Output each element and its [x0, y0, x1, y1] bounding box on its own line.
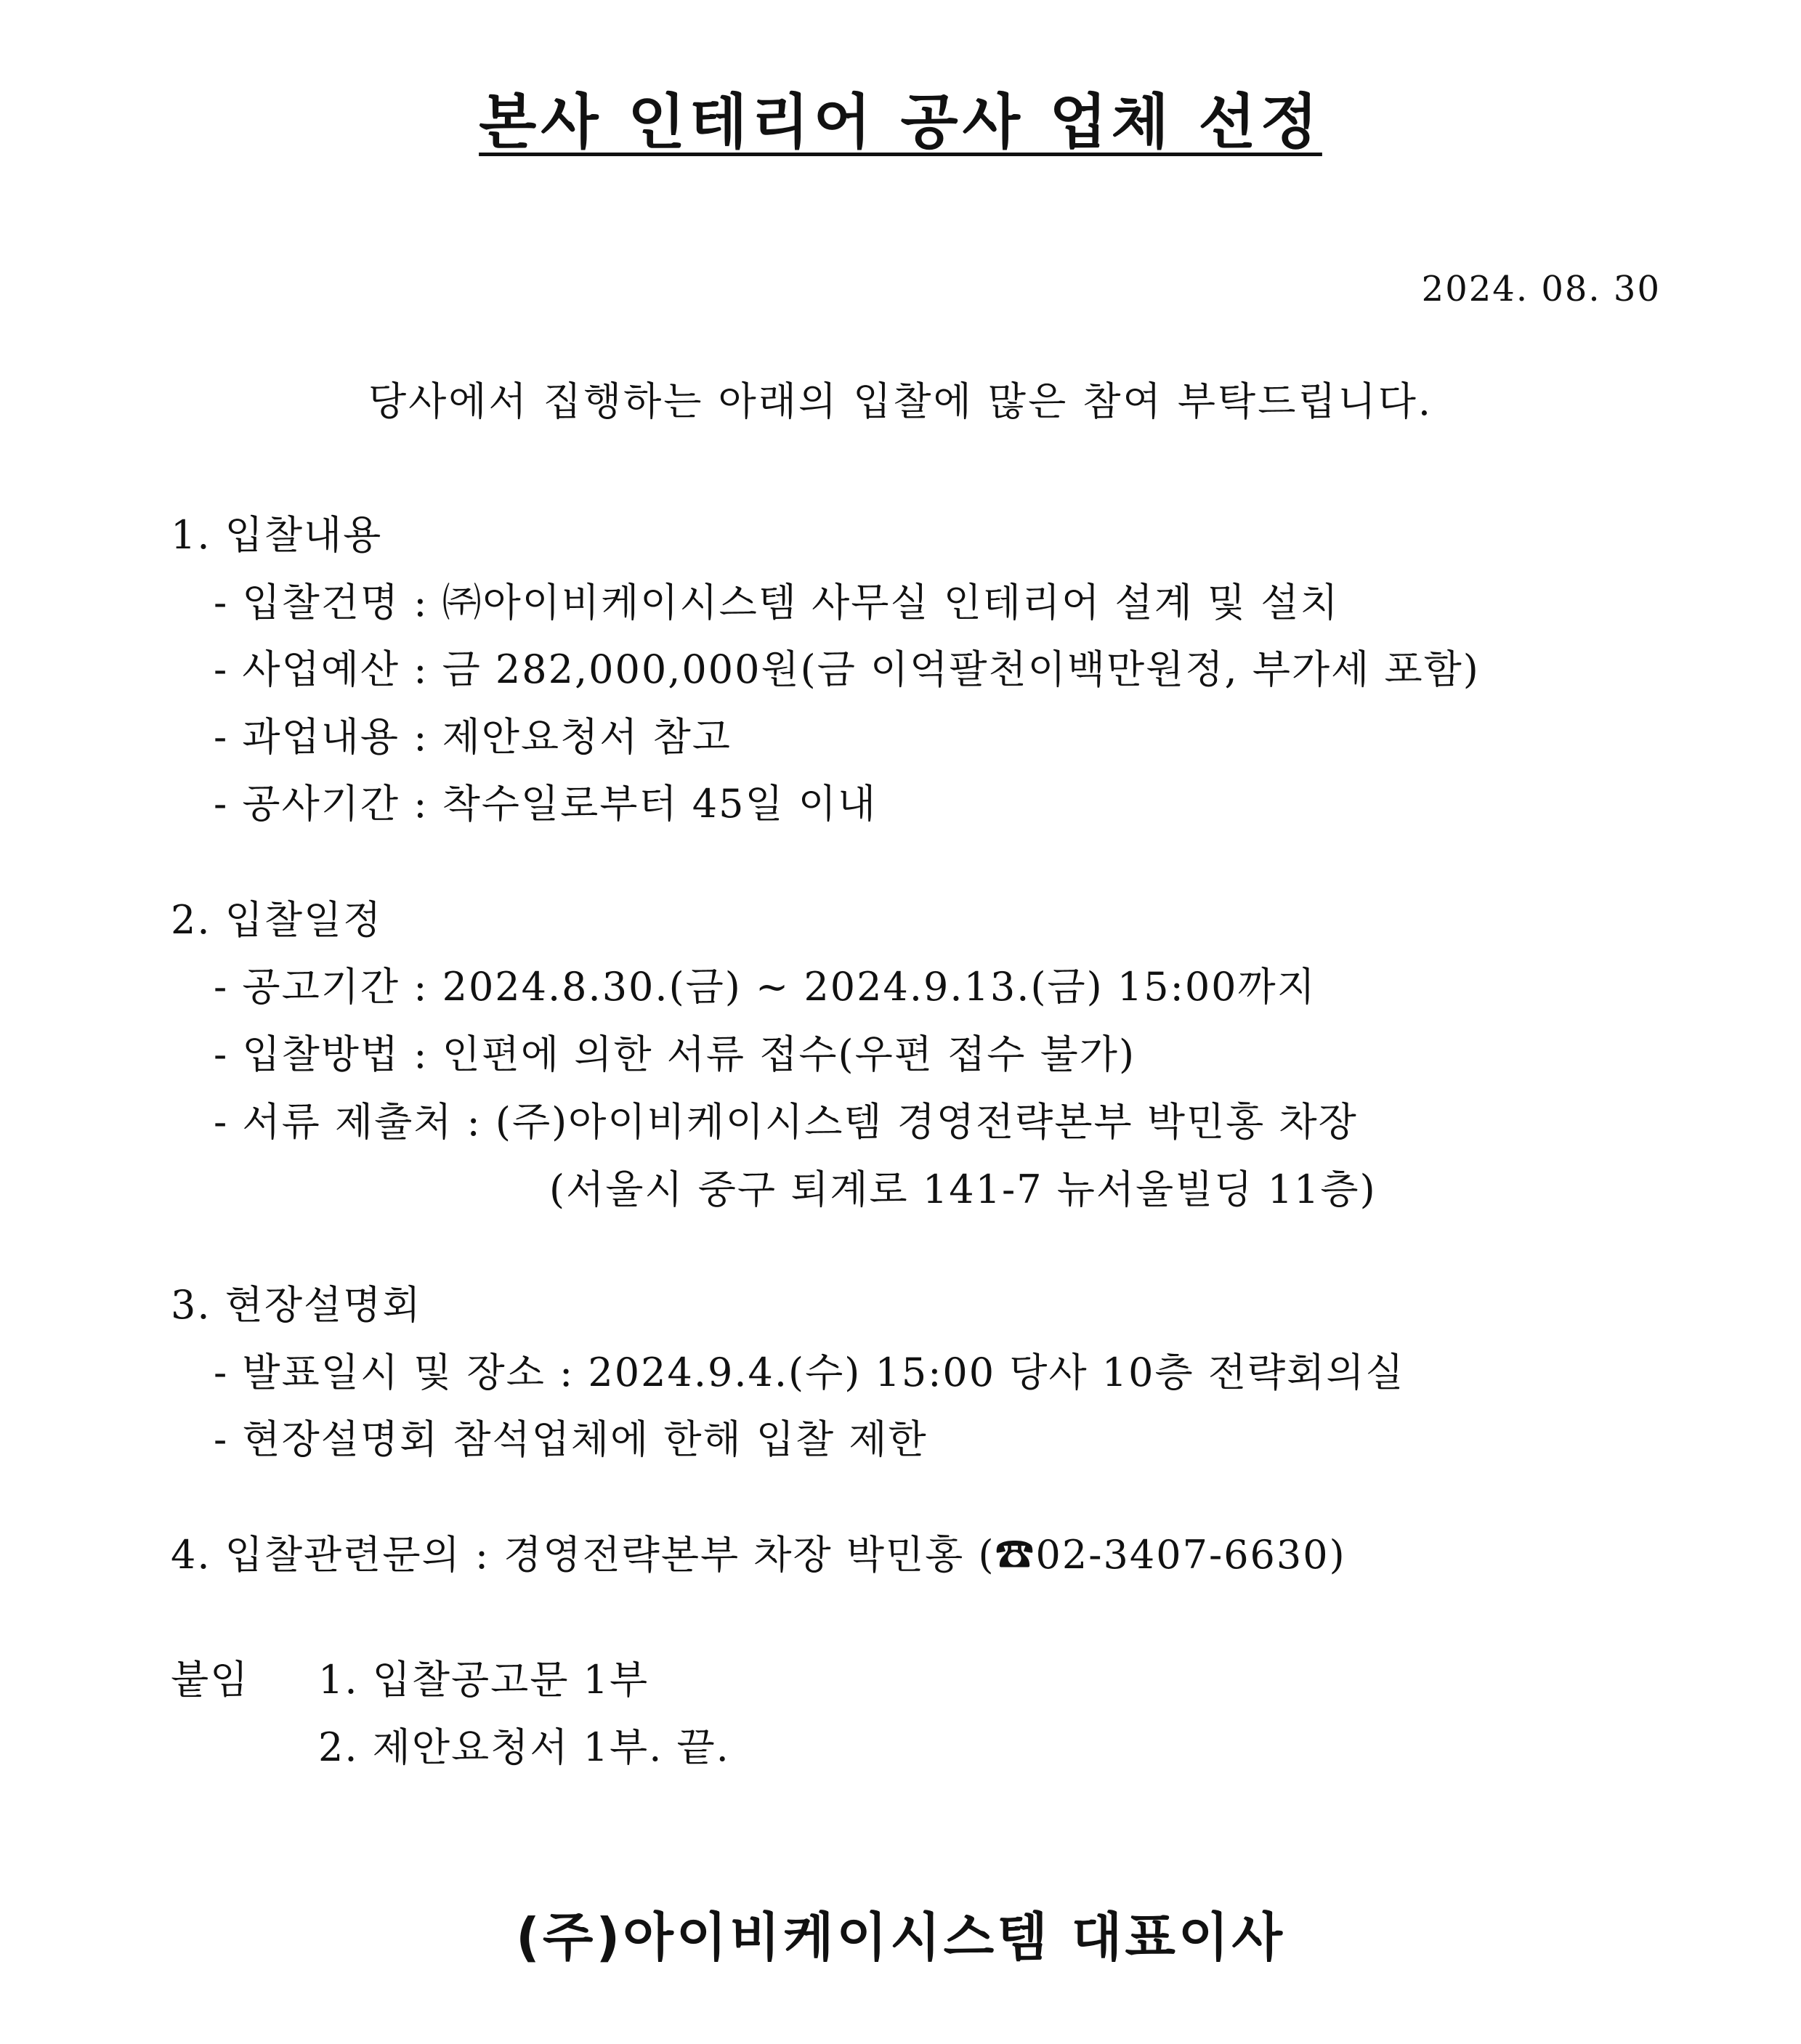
- list-item-bid-name: - 입찰건명 : ㈜아이비케이시스템 사무실 인테리어 설계 및 설치: [214, 580, 1340, 625]
- list-item-briefing-time-place: - 발표일시 및 장소 : 2024.9.4.(수) 15:00 당사 10층 전략회의실: [214, 1350, 1405, 1395]
- intro-text: 당사에서 집행하는 아래의 입찰에 많은 참여 부탁드립니다.: [368, 378, 1433, 424]
- list-item-period: - 공사기간 : 착수일로부터 45일 이내: [214, 781, 878, 827]
- section-heading-inquiry: 4. 입찰관련문의 : 경영전략본부 차장 박민홍 (☎02-3407-6630): [171, 1532, 1346, 1578]
- list-item-bid-method: - 입찰방법 : 인편에 의한 서류 접수(우편 접수 불가): [214, 1031, 1136, 1077]
- document-title: [0, 86, 1801, 158]
- section-heading-site-briefing: 3. 현장설명회: [171, 1282, 422, 1328]
- list-item-notice-period: - 공고기간 : 2024.8.30.(금) ~ 2024.9.13.(금) 15:00까지: [214, 964, 1316, 1010]
- section-heading-schedule: 2. 입찰일정: [171, 897, 383, 943]
- list-item-budget: - 사업예산 : 금 282,000,000원(금 이억팔천이백만원정, 부가세 포함): [214, 646, 1480, 692]
- attachments-label: 붙임: [171, 1657, 250, 1703]
- signature: (주)아이비케이시스템 대표이사: [515, 1907, 1286, 1968]
- list-item-address: (서울시 중구 퇴계로 141-7 뉴서울빌딩 11층): [549, 1167, 1377, 1212]
- attachment-item: 1. 입찰공고문 1부: [318, 1657, 649, 1703]
- list-item-submission-place: - 서류 제출처 : (주)아이비케이시스템 경영전략본부 박민홍 차장: [214, 1099, 1358, 1145]
- attachment-item: 2. 제안요청서 1부. 끝.: [318, 1724, 730, 1770]
- list-item-scope: - 과업내용 : 제안요청서 참고: [214, 714, 732, 760]
- document-title-text: 본사 인테리어 공사 업체 선정: [479, 87, 1322, 157]
- document-date: 2024. 08. 30: [1421, 269, 1661, 309]
- list-item-briefing-restriction: - 현장설명회 참석업체에 한해 입찰 제한: [214, 1416, 928, 1462]
- section-heading-bid-details: 1. 입찰내용: [171, 512, 383, 558]
